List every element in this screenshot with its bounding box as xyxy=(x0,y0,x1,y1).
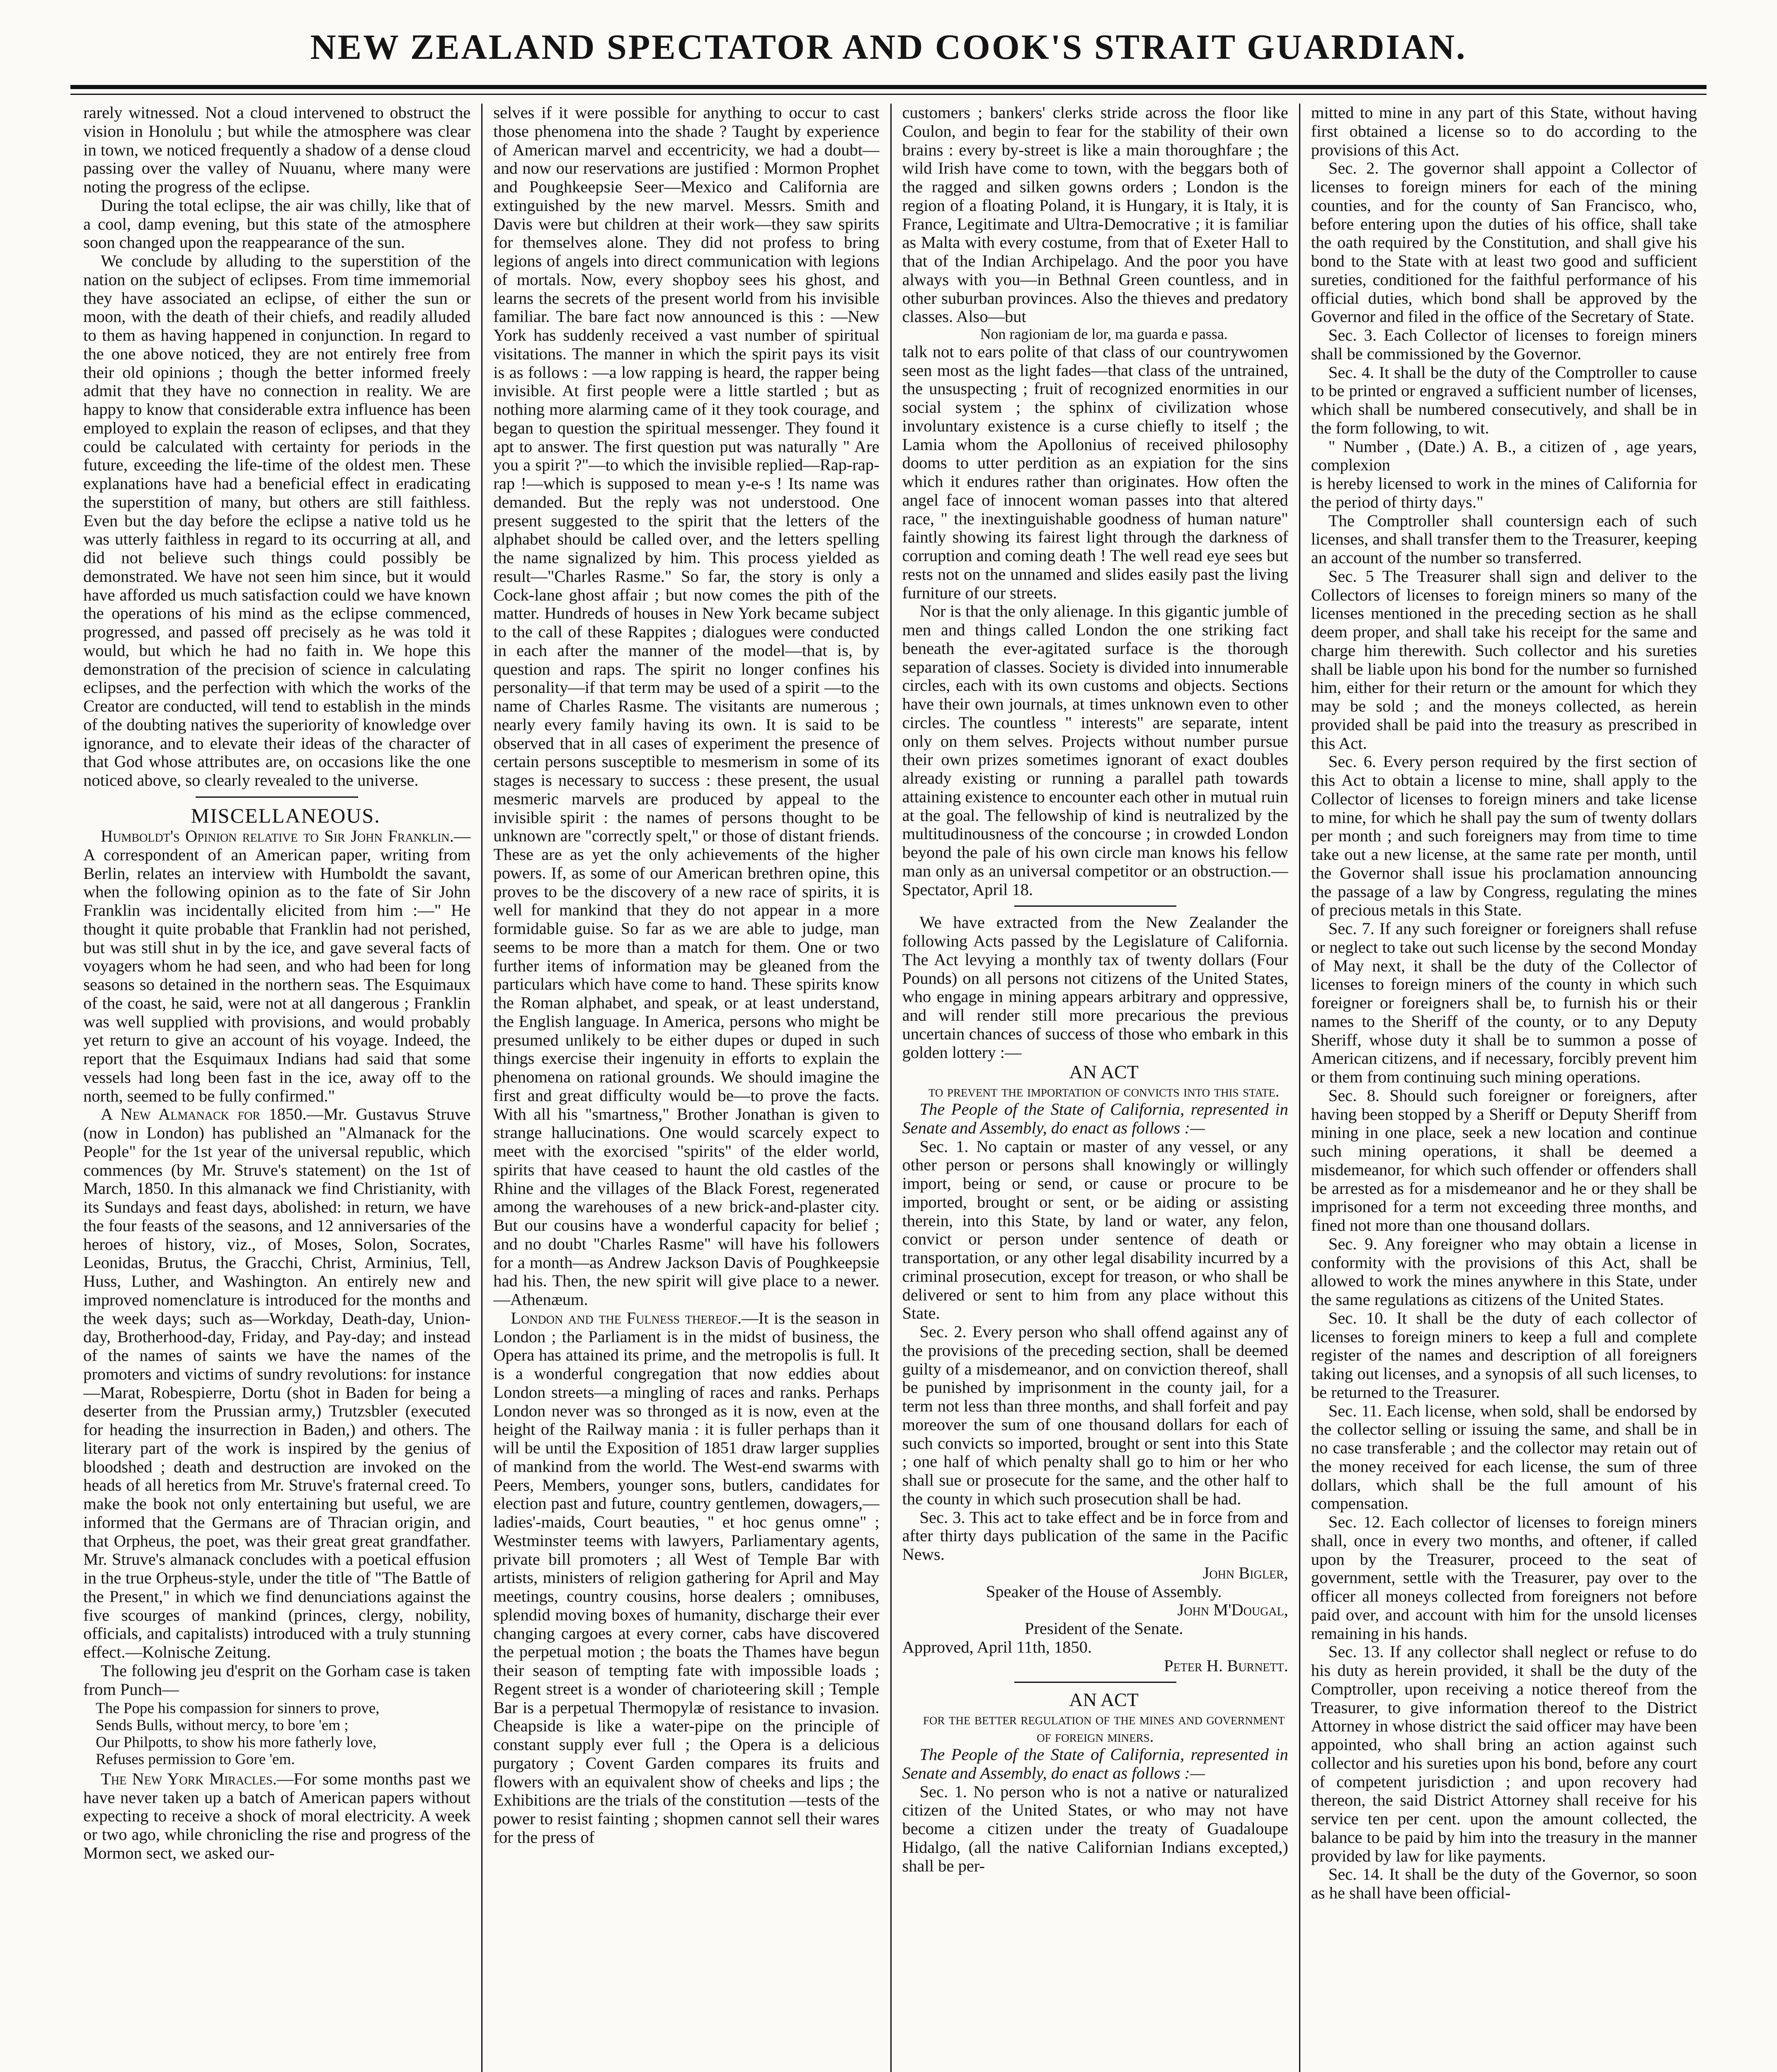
signature-mdougal-role: President of the Senate. xyxy=(1024,1619,1183,1638)
ny-miracles-title: The New York Miracles. xyxy=(101,1769,277,1788)
act-2-subtitle: for the better regulation of the mines and government of foreign miners. xyxy=(923,1711,1285,1746)
ny-miracles-article xyxy=(83,1770,470,1863)
act-2-section-4: Sec. 4. It shall be the duty of the Comptroller to cause to be printed or engraved a sufficient number of licenses, which shall be numbered consecutively, and shall be in the form following, to wit. xyxy=(1311,363,1697,437)
humboldt-body: —A correspondent of an American paper, writing from Berlin, relates an interview with Humboldt the savant, when the following opinion as to the fate of Sir John Franklin was incidentally elicited from him :—" He thought it quite probable that Franklin had not perished, but was still shut in by the ice, and gave several facts of voyagers whom he had seen, and who had been for long seasons so detained in the northern seas. The Esquimaux of the coast, he said, were not at all dangerous ; Franklin was well supplied with provisions, and would probably yet return to give an account of his voyage. Indeed, the report that the Esquimaux Indians had said that some vessels had long been fast in the ice, away off to the north, seemed to be fully confirmed." xyxy=(83,827,471,1105)
verse-line-2: Sends Bulls, without mercy, to bore 'em ; xyxy=(96,1717,349,1734)
masthead-rule-thick xyxy=(70,85,1707,89)
act-2-section-12: Sec. 12. Each collector of licenses to foreign miners shall, once in every two months, and oftener, if called upon by the Treasurer, proceed to the seat of government, settle with the Treasurer, pay over to the officer all moneys collected from foreigners not before paid over, and account with him for the unsold licenses remaining in his hands. xyxy=(1311,1513,1697,1643)
section-divider xyxy=(1014,1682,1176,1683)
masthead-title: NEW ZEALAND SPECTATOR AND COOK'S STRAIT GUARDIAN. xyxy=(310,27,1467,67)
act-1-section-2: Sec. 2. Every person who shall offend against any of the provisions of the preceding section, shall be deemed guilty of a misdemeanor, and on conviction thereof, shall be punished by imprisonment in the county jail, for a term not less than three months, and shall forfeit and pay moreover the sum of one thousand dollars for each of such convicts so imported, brought or sent into this State ; one half of which penalty shall go to him or her who shall sue or prosecute for the same, and the other half to the county in which such prosecution shall be had. xyxy=(902,1322,1288,1508)
verse-line-3: Our Philpotts, to show his more fatherly love, xyxy=(96,1734,377,1751)
humboldt-title: Humboldt's Opinion relative to Sir John Franklin. xyxy=(101,827,454,845)
almanack-title: A New Almanack for 1850. xyxy=(101,1105,307,1124)
column-4 xyxy=(1299,104,1708,2072)
act-2-comptroller: The Comptroller shall countersign each of such licenses, and shall transfer them to the Treasurer, keeping an account of the number so transferred. xyxy=(1311,511,1697,567)
eclipse-paragraph-3: We conclude by alluding to the superstition of the nation on the subject of eclipses. From time immemorial they have associated an eclipse, of either the sun or moon, with the death of their chiefs, and readily alluded to them as having happened in conjunction. In regard to the one above noticed, they are not entirely free from their old opinions ; though the better informed freely admit that they have no connection in reality. We are happy to know that considerable extra influence has been employed to explain the reason of eclipses, and that they could be calculated with certainty for periods in the future, exceeding the life-time of the oldest men. These explanations have had a beneficial effect in eradicating the superstition of many, but others are still faithless. Even but the day before the eclipse a native told us he was utterly faithless in regard to its occurring at all, and did not believe such things could possibly be demonstrated. We have not seen him since, but it would have afforded us much satisfaction could we have known the operations of his mind as the eclipse commenced, progressed, and passed off precisely as he was told it would, but which he had no faith in. We hope this demonstration of the precision of science in calculating eclipses, and the perfection with which the works of the Creator are conducted, will tend to establish in the minds of the doubting natives the superiority of knowledge over ignorance, and to elevate their ideas of the character of that God whose attributes are, on occasions like the one noticed above, so clearly revealed to the universe. xyxy=(83,252,471,789)
section-divider xyxy=(1014,905,1176,907)
almanack-body: —Mr. Gustavus Struve (now in London) has published an "Almanack for the People" for the 1st year of the universal republic, which commences (by Mr. Struve's statement) on the 1st of March, 1850. In this almanack we find Christianity, with its Sundays and feast days, abolished: in return, we have the four feasts of the seasons, and 12 anniversaries of the heroes of history, viz., of Moses, Solon, Socrates, Leonidas, Brutus, the Gracchi, Christ, Arminius, Tell, Huss, Luther, and Washington. An entirely new and improved nomenclature is introduced for the months and the week days; such as—Workday, Death-day, Union-day, Brotherhood-day, Friday, and Pay-day; and instead of the names of saints we have the names of the promoters and victims of sundry revolutions: for instance—Marat, Robespierre, Dortu (shot in Baden for being a deserter from the Prussian army,) Trutzsbler (executed for heading the insurrection in Baden,) and others. The literary part of the work is inspired by the genius of bloodshed ; death and destruction are invoked on the heads of all heretics from Mr. Struve's fraternal creed. To make the book not only entertaining but useful, we are informed that the Germans are of Thracian origin, and that Orpheus, the poet, was their great great grandfather. Mr. Struve's almanack concludes with a poetical effusion in the true Orpheus-style, under the title of "The Battle of the Present," in which we find denunciations against the five scourges of mankind (princes, clergy, nobility, officials, and capitalists) introduced with a truly stunning effect.—Kolnische Zeitung. xyxy=(83,1105,471,1661)
act-2-title: AN ACT xyxy=(1069,1689,1139,1711)
act-2-section-9: Sec. 9. Any foreigner who may obtain a license in conformity with the provisions of this Act, shall be allowed to work the mines anywhere in this State, under the same regulations as citizens of the United States. xyxy=(1311,1234,1697,1309)
verse-line-4: Refuses permission to Gore 'em. xyxy=(96,1750,295,1768)
almanack-article xyxy=(83,1105,470,1662)
column-2 xyxy=(481,104,890,2072)
act-2-section-11: Sec. 11. Each license, when sold, shall be endorsed by the collector selling or issuing the same, and shall be in no case transferable ; and the collector may retain out of the money received for each license, the sum of three dollars, which shall be the full amount of his compensation. xyxy=(1311,1401,1697,1513)
london-title: London and the Fulness thereof. xyxy=(511,1308,742,1327)
miscellaneous-heading: MISCELLANEOUS. xyxy=(191,804,381,827)
london-paragraph-2: talk not to ears polite of that class of our countrywomen seen most as the light fades—that class of the untrained, the unsuspecting ; fruit of recognized enormities in our social system ; the sphinx of civilization whose involuntary existence is a curse chiefly to itself ; the Lamia whom the Apollonius of received philosophy dooms to utter perdition as an expiation for the sins which it endures rather than originates. How often the angel face of innocent woman passes into that altered race, " the inextinguishable goodness of human nature" faintly showing its fairest light through the darkness of corruption and coming death ! The well read eye sees but rests not on the unnamed and slides easily past the living furniture of our streets. xyxy=(902,342,1288,602)
columns xyxy=(73,104,1708,2072)
miracles-continued: selves if it were possible for anything to occur to cast those phenomena into the shade ? Taught by experience of American marvel and eccentricity, we had a doubt—and now our reservations are justified : Mormon Prophet and Poughkeepsie Seer—Mexico and California are extinguished by the new marvel. Messrs. Smith and Davis were but children at their work—they saw spirits for themselves alone. They did not profess to bring legions of angels into direct communication with legions of mortals. Now, every shopboy sees his ghost, and learns the secrets of the present world from his invisible familiar. The bare fact now announced is this : —New York has suddenly received a vast number of spiritual visitations. The manner in which the spirit pays its visit is as follows : —a low rapping is heard, the rapper being invisible. At first people were a little startled ; but as nothing more alarming came of it they took courage, and began to question the spiritual messenger. They found it apt to answer. The first question put was naturally " Are you a spirit ?"—to which the invisible replied—Rap-rap-rap !—which is supposed to mean y-e-s ! Its name was demanded. But the reply was not understood. One present suggested to the spirit that the letters of the alphabet should be called over, and the letters spelling the name signalized by him. This process yielded as result—"Charles Rasme." So far, the story is only a Cock-lane ghost affair ; but now comes the pith of the matter. Hundreds of houses in New York became subject to the call of these Rappites ; dialogues were conducted in each after the manner of the model—that is, by question and raps. The spirit no longer confines his personality—if that term may be used of a spirit —to the name of Charles Rasme. The visitants are numerous ; nearly every family having its own. It is said to be observed that in all cases of experiment the presence of certain persons susceptible to mesmerism in some of its stages is necessary to success : these present, the usual mesmeric marvels are produced by appeal to the invisible spirit : the names of persons thought to be unknown are "correctly spelt," or those of distant friends. These are as yet the only achievements of the higher powers. If, as some of our American brethren opine, this proves to be the discovery of a new race of spirits, it is well for mankind that they do not appear in a more formidable guise. So far as we are able to judge, man seems to be more than a match for them. One or two further items of information may be gleaned from the particulars which have come to hand. These spirits know the Roman alphabet, and speak, or at least understand, the English language. In America, persons who might be presumed unlikely to be either dupes or duped in such things exercise their ingenuity in efforts to explain the phenomena on rational grounds. We should imagine the first and great difficulty would be—to prove the facts. With all his "smartness," Brother Jonathan is given to strange hallucinations. One would scarcely expect to meet with the exorcised "spirits" of the elder world, spirits that have ceased to haunt the old castles of the Rhine and the villages of the Black Forest, regenerated among the warehouses of a new brick-and-plaster city. But our cousins have a wonderful capacity for belief ; and no doubt "Charles Rasme" will have his followers for a month—as Andrew Jackson Davis of Poughkeepsie had his. Then, the new spirit will give place to a newer.—Athenæum. xyxy=(493,104,880,1309)
act-2-section-2: Sec. 2. The governor shall appoint a Collector of licenses to foreign miners for each of the mining counties, and for the county of San Francisco, who, before entering upon the duties of his office, shall take the oath required by the Constitution, and shall give his bond to the State with at least two good and sufficient sureties, conditioned for the faithful performance of his official duties, which bond shall be approved by the Governor and filed in the office of the Secretary of State. xyxy=(1311,159,1697,326)
masthead-rule-thin xyxy=(70,94,1707,95)
eclipse-paragraph-1: rarely witnessed. Not a cloud intervened to obstruct the vision in Honolulu ; but while the atmosphere was clear in town, we noticed frequently a shadow of a dense cloud passing over the valley of Nuuanu, where many were noting the progress of the eclipse. xyxy=(83,104,471,196)
london-article xyxy=(493,1309,879,1847)
license-form-line-1: " Number , (Date.) A. B., a citizen of , age years, complexion xyxy=(1311,437,1697,474)
approval-date: Approved, April 11th, 1850. xyxy=(902,1637,1092,1656)
act-2-section-6: Sec. 6. Every person required by the first section of this Act to obtain a license to mine, shall apply to the Collector of licenses to foreign miners and take license to mine, for which he shall pay the sum of twenty dollars per month ; and such foreigners may from time to time take out a new license, at the same rate per month, until the Governor shall issue his proclamation announcing the passage of a law by Congress, regulating the mines of precious metals in this State. xyxy=(1311,752,1697,920)
license-form-line-2: is hereby licensed to work in the mines of California for the period of thirty days." xyxy=(1311,474,1697,511)
punch-intro: The following jeu d'esprit on the Gorham case is taken from Punch— xyxy=(83,1661,471,1699)
act-2-section-3: Sec. 3. Each Collector of licenses to foreign miners shall be commissioned by the Governor. xyxy=(1311,326,1697,363)
signature-burnett: Peter H. Burnett. xyxy=(1164,1656,1288,1675)
column-1 xyxy=(73,104,481,2072)
italian-quote: Non ragioniam de lor, ma guarda e passa. xyxy=(980,326,1228,342)
london-paragraph-3: Nor is that the only alienage. In this gigantic jumble of men and things called London the one striking fact beneath the ever-agitated surface is the thorough separation of classes. Society is divided into innumerable circles, each with its own customs and objects. Sections have their own journals, at times unknown even to other circles. The countless " interests" are separate, intent only on them selves. Projects without number pursue their own prizes sometimes ignorant of exact doubles already existing or running a parallel path towards attaining existence to encounter each other in mutual ruin at the goal. The fellowship of kind is neutralized by the multitudinousness of the concourse ; in crowded London beyond the pale of his own circle man knows his fellow man only as an universal competitor or an obstruction.—Spectator, April 18. xyxy=(902,602,1288,899)
london-continued: customers ; bankers' clerks stride across the floor like Coulon, and begin to fear for the stability of their own brains : every by-street is like a main thoroughfare ; the wild Irish have come to town, with the beggars both of the ragged and silken gowns orders ; London is the region of a floating Poland, it is Hungary, it is Italy, it is France, Legitimate and Ultra-Democrative ; it is familiar as Malta with every costume, from that of Exeter Hall to that of the Indian Archipelago. And the poor you have always with you—in Bethnal Green countless, and in other suburban provinces. Also the thieves and predatory classes. Also—but xyxy=(902,104,1288,326)
ny-miracles-body: —For some months past we have never taken up a batch of American papers without expecting to receive a shock of moral electricity. A week or two ago, while chronicling the rise and progress of the Mormon sect, we asked our- xyxy=(83,1769,471,1862)
act-2-section-5: Sec. 5 The Treasurer shall sign and deliver to the Collectors of licenses to foreign miners so many of the licenses mentioned in the preceding section as he shall deem proper, and shall take his receipt for the same and charge him therewith. Such collector and his sureties shall be liable upon his bond for the number so furnished him, either for their return or the amount for which they may be sold ; and the moneys collected, as herein provided shall be paid into the treasury as prescribed in this Act. xyxy=(1311,566,1697,753)
act-2-section-1: Sec. 1. No person who is not a native or naturalized citizen of the United States, or who may not have become a citizen under the treaty of Guadaloupe Hidalgo, (all the native Californian Indians excepted,) shall be per- xyxy=(902,1782,1288,1875)
california-acts-intro: We have extracted from the New Zealander the following Acts passed by the Legislature of California. The Act levying a monthly tax of twenty dollars (Four Pounds) on all persons not citizens of the United States, who engage in mining appears arbitrary and oppressive, and will render still more precarious the previous uncertain chances of success of those who embark in this golden lottery :— xyxy=(902,913,1288,1062)
punch-verse xyxy=(96,1700,470,1768)
act-2-section-13: Sec. 13. If any collector shall neglect or refuse to do his duty as herein provided, it shall be the duty of the Comptroller, upon receiving a notice thereof from the Treasurer, to give information thereof to the District Attorney in whose district the said officer may have been appointed, who shall bring an action against such collector and his sureties upon his bond, before any court of competent jurisdiction ; and upon recovery had thereon, the said District Attorney shall receive for his service ten per cent. upon the amount collected, the balance to be paid by him into the treasury in the manner provided by law for like payments. xyxy=(1311,1642,1697,1865)
column-3 xyxy=(890,104,1299,2072)
act-2-section-8: Sec. 8. Should such foreigner or foreigners, after having been stopped by a Sheriff or Deputy Sheriff from mining in one place, seek a new location and continue such mining operations, it shall be deemed a misdemeanor, for which such offender or offenders shall be arrested as for a misdemeanor and he or they shall be imprisoned for a term not exceeding three months, and fined not more than one thousand dollars. xyxy=(1311,1086,1697,1234)
signature-mdougal: John M'Dougal, xyxy=(1177,1600,1288,1619)
act-2-section-14: Sec. 14. It shall be the duty of the Governor, so soon as he shall have been official- xyxy=(1311,1865,1697,1902)
signature-bigler-role: Speaker of the House of Assembly. xyxy=(986,1582,1222,1601)
section-divider xyxy=(196,796,358,798)
act-2-section-7: Sec. 7. If any such foreigner or foreigners shall refuse or neglect to take out such license by the second Monday of May next, it shall be the duty of the Collector of licenses to foreign miners of the county in which such foreigner or foreigners shall be, to furnish his or their names to the Sheriff of the county, or to any Deputy Sheriff, whose duty it shall be to summon a posse of American citizens, and if necessary, forcibly prevent him or them from continuing such mining operations. xyxy=(1311,919,1697,1086)
act-2-section-1-continued: mitted to mine in any part of this State, without having first obtained a license so to do according to the provisions of this Act. xyxy=(1311,104,1697,159)
act-2-section-10: Sec. 10. It shall be the duty of each collector of licenses to foreign miners to keep a full and complete register of the names and description of all foreigners taking out licenses, and a synopsis of all such licenses, to be returned to the Treasurer. xyxy=(1311,1308,1697,1402)
signature-bigler: John Bigler, xyxy=(1202,1563,1288,1582)
verse-line-1: The Pope his compassion for sinners to prove, xyxy=(96,1700,380,1717)
act-1-title: AN ACT xyxy=(1069,1061,1139,1083)
london-body: —It is the season in London ; the Parliament is in the midst of business, the Opera has attained its prime, and the metropolis is full. It is a wonderful congregation that now eddies about London streets—a mingling of races and ranks. Perhaps London never was so thronged as it is now, even at the height of the Railway mania : it is fuller perhaps than it will be until the Exposition of 1851 draw larger supplies of mankind from the world. The West-end swarms with Peers, Members, younger sons, butlers, candidates for election past and future, country gentlemen, dowagers,—ladies'-maids, Court beauties, " et hoc genus omne" ; Westminster teems with lawyers, Parliamentary agents, private bill promoters ; all West of Temple Bar with artists, ministers of religion gathering for April and May meetings, country cousins, horse dealers ; omnibuses, splendid moving boxes of humanity, discharge their ever changing cargoes at every corner, cabs have discovered the perpetual motion ; the boats the Thames have begun their season of tempting fate with impossible loads ; Regent street is a wonder of charioteering skill ; Temple Bar is a perpetual Thermopylæ of resistance to invasion. Cheapside is like a water-pipe on the principle of constant supply ever full ; the Opera is a delicious purgatory ; Covent Garden compares its fruits and flowers with an equivalent show of cheeks and lips ; the Exhibitions are the trials of the constitution —tests of the power to resist fainting ; shopmen cannot sell their wares for the press of xyxy=(493,1308,880,1847)
act-1-section-3: Sec. 3. This act to take effect and be in force from and after thirty days publication of the same in the Pacific News. xyxy=(902,1508,1288,1564)
act-1-enacting-clause: The People of the State of California, represented in Senate and Assembly, do enact as follows :— xyxy=(902,1100,1288,1137)
humboldt-article xyxy=(83,827,470,1105)
act-2-enacting-clause: The People of the State of California, represented in Senate and Assembly, do enact as follows :— xyxy=(902,1745,1288,1782)
eclipse-paragraph-2: During the total eclipse, the air was chilly, like that of a cool, damp evening, but this state of the atmosphere soon changed upon the reappearance of the sun. xyxy=(83,196,471,252)
act-1-section-1: Sec. 1. No captain or master of any vessel, or any other person or persons shall knowingly or willingly import, being or send, or cause or procure to be imported, brought or sent, or be aiding or assisting therein, into this State, by land or water, any felon, convict or person under sentence of death or transportation, or any other legal disability incurred by a criminal prosecution, except for treason, or who shall be delivered or sent to him from any place without this State. xyxy=(902,1137,1288,1323)
act-1-subtitle: to prevent the importation of convicts into this state. xyxy=(928,1083,1280,1101)
